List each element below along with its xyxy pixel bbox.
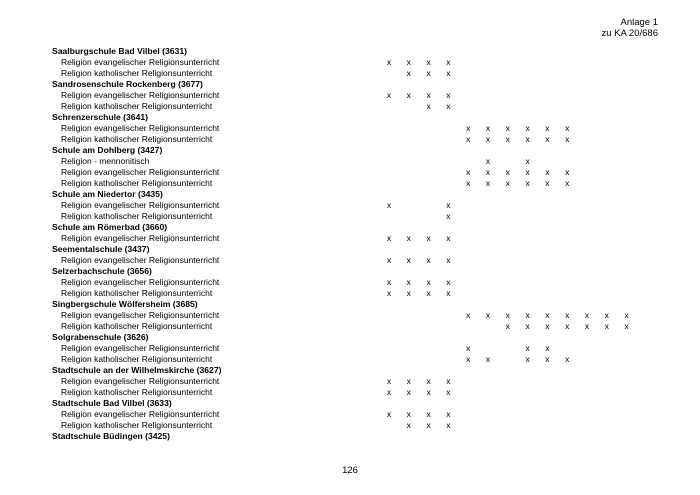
- school-heading-row: [52, 365, 652, 376]
- subject-row: [52, 178, 652, 189]
- offered-mark: x: [485, 156, 491, 166]
- offered-mark: x: [446, 420, 451, 430]
- school-heading-row: [52, 145, 652, 156]
- offered-mark: x: [406, 68, 411, 78]
- offered-mark: x: [525, 354, 530, 364]
- subject-label: Religion evangelischer Religionsunterricht: [61, 90, 220, 100]
- school-subject-table: [52, 46, 652, 442]
- school-heading-row: [52, 266, 652, 277]
- subject-label: Religion evangelischer Religionsunterricht: [61, 376, 220, 386]
- school-name: Schule am Dohlberg (3427): [52, 145, 163, 155]
- offered-mark: x: [406, 387, 411, 397]
- offered-mark: x: [406, 233, 411, 243]
- offered-mark: x: [406, 409, 411, 419]
- offered-mark: x: [565, 123, 570, 133]
- school-heading-row: [52, 222, 652, 233]
- offered-mark: x: [565, 134, 570, 144]
- offered-mark: x: [485, 178, 491, 188]
- offered-mark: x: [525, 156, 530, 166]
- offered-mark: x: [386, 255, 392, 265]
- offered-mark: x: [545, 310, 550, 320]
- offered-mark: x: [406, 376, 411, 386]
- offered-mark: x: [466, 354, 471, 364]
- subject-row: [52, 255, 652, 266]
- offered-mark: x: [466, 167, 471, 177]
- offered-mark: x: [446, 288, 451, 298]
- school-heading-row: [52, 189, 652, 200]
- offered-mark: x: [485, 123, 491, 133]
- school-name: Solgrabenschule (3626): [52, 332, 149, 342]
- offered-mark: x: [505, 123, 510, 133]
- subject-label: Religion evangelischer Religionsunterricht: [61, 277, 220, 287]
- subject-label: Religion katholischer Religionsunterricht: [61, 420, 213, 430]
- subject-label: Religion katholischer Religionsunterricht: [61, 354, 213, 364]
- offered-mark: x: [406, 420, 411, 430]
- offered-mark: x: [584, 310, 590, 320]
- offered-mark: x: [545, 134, 550, 144]
- offered-mark: x: [505, 310, 510, 320]
- subject-row: [52, 387, 652, 398]
- offered-mark: x: [386, 288, 392, 298]
- school-heading-row: [52, 332, 652, 343]
- offered-mark: x: [565, 310, 570, 320]
- school-name: Schrenzerschule (3641): [52, 112, 149, 122]
- offered-mark: x: [426, 420, 431, 430]
- subject-label: Religion evangelischer Religionsunterricht: [61, 343, 220, 353]
- subject-row: [52, 376, 652, 387]
- page-number: 126: [342, 465, 358, 476]
- subject-label: Religion katholischer Religionsunterricht: [61, 387, 213, 397]
- offered-mark: x: [426, 387, 431, 397]
- subject-label: Religion - mennonitisch: [61, 156, 150, 166]
- school-heading-row: [52, 299, 652, 310]
- offered-mark: x: [545, 354, 550, 364]
- offered-mark: x: [446, 211, 451, 221]
- offered-mark: x: [584, 321, 590, 331]
- offered-mark: x: [565, 178, 570, 188]
- offered-mark: x: [446, 376, 451, 386]
- subject-row: [52, 211, 652, 222]
- annex-reference: [601, 17, 658, 39]
- subject-label: Religion katholischer Religionsunterricht: [61, 134, 213, 144]
- offered-mark: x: [485, 134, 491, 144]
- school-heading-row: [52, 431, 652, 442]
- offered-mark: x: [545, 178, 550, 188]
- subject-row: [52, 409, 652, 420]
- offered-mark: x: [466, 123, 471, 133]
- subject-label: Religion katholischer Religionsunterricht: [61, 321, 213, 331]
- offered-mark: x: [446, 233, 451, 243]
- offered-mark: x: [406, 288, 411, 298]
- subject-label: Religion evangelischer Religionsunterricht: [61, 200, 220, 210]
- offered-mark: x: [426, 288, 431, 298]
- offered-mark: x: [446, 255, 451, 265]
- subject-label: Religion evangelischer Religionsunterricht: [61, 255, 220, 265]
- subject-row: [52, 233, 652, 244]
- subject-row: [52, 156, 652, 167]
- offered-mark: x: [505, 321, 510, 331]
- offered-mark: x: [426, 255, 431, 265]
- offered-mark: x: [505, 178, 510, 188]
- subject-row: [52, 90, 652, 101]
- offered-mark: x: [386, 233, 392, 243]
- school-heading-row: [52, 244, 652, 255]
- offered-mark: x: [426, 101, 431, 111]
- offered-mark: x: [446, 57, 451, 67]
- offered-mark: x: [525, 167, 530, 177]
- subject-row: [52, 288, 652, 299]
- school-name: Stadtschule an der Wilhelmskirche (3627): [52, 365, 222, 375]
- subject-row: [52, 354, 652, 365]
- subject-label: Religion katholischer Religionsunterricht: [61, 101, 213, 111]
- offered-mark: x: [426, 233, 431, 243]
- annex-line-1: Anlage 1: [620, 17, 658, 28]
- offered-mark: x: [386, 376, 392, 386]
- subject-label: Religion evangelischer Religionsunterricht: [61, 167, 220, 177]
- offered-mark: x: [565, 321, 570, 331]
- offered-mark: x: [624, 321, 629, 331]
- subject-label: Religion evangelischer Religionsunterricht: [61, 233, 220, 243]
- offered-mark: x: [545, 321, 550, 331]
- offered-mark: x: [446, 90, 451, 100]
- school-name: Seementalschule (3437): [52, 244, 150, 254]
- offered-mark: x: [565, 167, 570, 177]
- offered-mark: x: [406, 255, 411, 265]
- subject-row: [52, 101, 652, 112]
- offered-mark: x: [426, 68, 431, 78]
- offered-mark: x: [545, 167, 550, 177]
- subject-row: [52, 57, 652, 68]
- offered-mark: x: [485, 354, 491, 364]
- offered-mark: x: [426, 409, 431, 419]
- subject-label: Religion evangelischer Religionsunterricht: [61, 57, 220, 67]
- annex-line-2: zu KA 20/686: [601, 28, 658, 39]
- offered-mark: x: [604, 321, 609, 331]
- offered-mark: x: [426, 376, 431, 386]
- offered-mark: x: [446, 101, 451, 111]
- school-name: Sandrosenschule Rockenberg (3677): [52, 79, 203, 89]
- offered-mark: x: [426, 90, 431, 100]
- offered-mark: x: [426, 57, 431, 67]
- school-name: Singbergschule Wölfersheim (3685): [52, 299, 198, 309]
- offered-mark: x: [446, 68, 451, 78]
- subject-row: [52, 420, 652, 431]
- offered-mark: x: [545, 123, 550, 133]
- offered-mark: x: [565, 354, 570, 364]
- school-name: Stadtschule Büdingen (3425): [52, 431, 170, 441]
- offered-mark: x: [406, 90, 411, 100]
- offered-mark: x: [505, 134, 510, 144]
- school-heading-row: [52, 398, 652, 409]
- offered-mark: x: [406, 57, 411, 67]
- offered-mark: x: [466, 310, 471, 320]
- offered-mark: x: [525, 321, 530, 331]
- offered-mark: x: [386, 387, 392, 397]
- school-heading-row: [52, 112, 652, 123]
- offered-mark: x: [525, 134, 530, 144]
- school-heading-row: [52, 79, 652, 90]
- offered-mark: x: [525, 343, 530, 353]
- subject-label: Religion evangelischer Religionsunterricht: [61, 310, 220, 320]
- offered-mark: x: [386, 90, 392, 100]
- subject-row: [52, 343, 652, 354]
- school-name: Saalburgschule Bad Vilbel (3631): [52, 46, 188, 56]
- offered-mark: x: [485, 310, 491, 320]
- subject-label: Religion katholischer Religionsunterricht: [61, 288, 213, 298]
- offered-mark: x: [466, 343, 471, 353]
- school-name: Schule am Römerbad (3660): [52, 222, 168, 232]
- school-name: Schule am Niedertor (3435): [52, 189, 163, 199]
- offered-mark: x: [466, 178, 471, 188]
- offered-mark: x: [426, 277, 431, 287]
- offered-mark: x: [386, 409, 392, 419]
- offered-mark: x: [545, 343, 550, 353]
- subject-row: [52, 167, 652, 178]
- offered-mark: x: [386, 200, 392, 210]
- school-heading-row: [52, 46, 652, 57]
- school-name: Stadtschule Bad Vilbel (3633): [52, 398, 172, 408]
- offered-mark: x: [485, 167, 491, 177]
- offered-mark: x: [525, 178, 530, 188]
- offered-mark: x: [406, 277, 411, 287]
- subject-row: [52, 134, 652, 145]
- subject-label: Religion evangelischer Religionsunterricht: [61, 409, 220, 419]
- subject-label: Religion katholischer Religionsunterricht: [61, 68, 213, 78]
- offered-mark: x: [446, 387, 451, 397]
- subject-row: [52, 68, 652, 79]
- subject-label: Religion evangelischer Religionsunterricht: [61, 123, 220, 133]
- offered-mark: x: [446, 277, 451, 287]
- offered-mark: x: [525, 310, 530, 320]
- subject-row: [52, 310, 652, 321]
- offered-mark: x: [386, 277, 392, 287]
- offered-mark: x: [505, 167, 510, 177]
- subject-row: [52, 321, 652, 332]
- offered-mark: x: [624, 310, 629, 320]
- subject-row: [52, 277, 652, 288]
- school-name: Selzerbachschule (3656): [52, 266, 152, 276]
- offered-mark: x: [604, 310, 609, 320]
- offered-mark: x: [466, 134, 471, 144]
- subject-label: Religion katholischer Religionsunterricht: [61, 178, 213, 188]
- subject-label: Religion katholischer Religionsunterricht: [61, 211, 213, 221]
- subject-row: [52, 123, 652, 134]
- offered-mark: x: [386, 57, 392, 67]
- offered-mark: x: [446, 200, 451, 210]
- offered-mark: x: [446, 409, 451, 419]
- offered-mark: x: [525, 123, 530, 133]
- subject-row: [52, 200, 652, 211]
